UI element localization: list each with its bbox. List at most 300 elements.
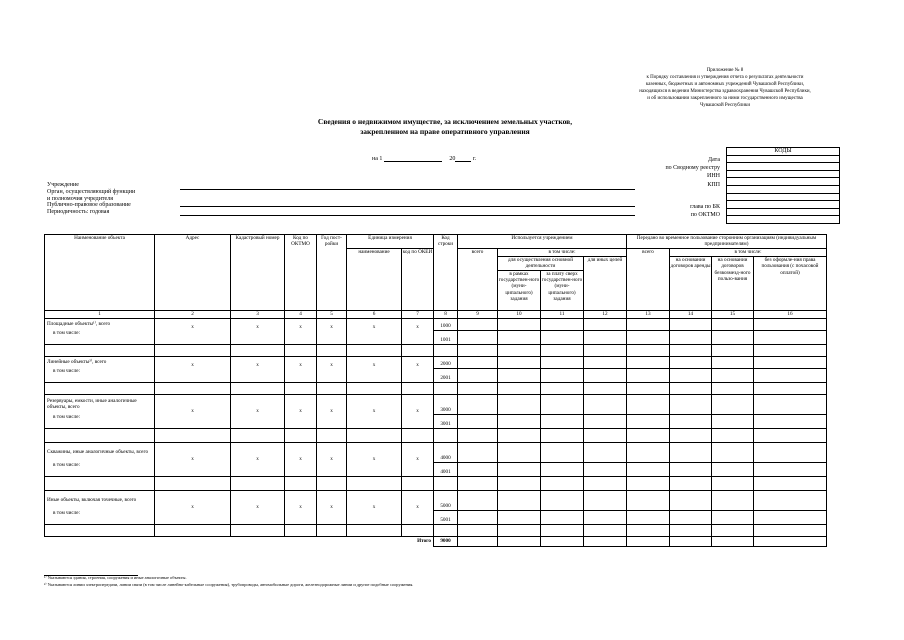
value-cell[interactable] [458, 524, 498, 536]
x-mark: x [317, 356, 347, 368]
value-cell[interactable] [584, 490, 627, 510]
value-cell[interactable] [627, 330, 670, 344]
value-cell[interactable] [670, 368, 712, 382]
value-cell[interactable] [498, 510, 541, 524]
blank-cell[interactable] [155, 344, 231, 356]
value-cell[interactable] [712, 330, 754, 344]
blank-cell[interactable] [347, 462, 402, 476]
value-cell[interactable] [584, 318, 627, 330]
incl-label: в том числе: [45, 414, 155, 428]
blank-cell[interactable] [155, 476, 231, 490]
header-unit-name: наименование [347, 248, 402, 310]
value-cell[interactable] [670, 356, 712, 368]
value-cell[interactable] [712, 344, 754, 356]
col-number: 8 [434, 310, 458, 318]
total-cell[interactable] [541, 536, 584, 546]
row-code: 2000 [434, 356, 458, 368]
header-rowcode: Код строки [434, 235, 458, 311]
value-cell[interactable] [712, 476, 754, 490]
year-field[interactable] [455, 161, 471, 162]
header-main-activity: для осуществления основной деятельности [498, 256, 584, 270]
blank-cell[interactable] [402, 368, 434, 382]
row-code: 3001 [434, 414, 458, 428]
blank-cell[interactable] [317, 462, 347, 476]
blank-cell[interactable] [402, 510, 434, 524]
table-row [45, 428, 827, 442]
value-cell[interactable] [584, 476, 627, 490]
col-number: 11 [541, 310, 584, 318]
institution-field[interactable] [180, 189, 635, 190]
value-cell[interactable] [627, 524, 670, 536]
x-mark: x [317, 318, 347, 330]
value-cell[interactable] [754, 462, 827, 476]
code-empty-cell[interactable] [727, 185, 840, 193]
value-cell[interactable] [541, 414, 584, 428]
codes-header: КОДЫ [727, 148, 840, 156]
value-cell[interactable] [754, 524, 827, 536]
value-cell[interactable] [754, 356, 827, 368]
value-cell[interactable] [498, 490, 541, 510]
blank-cell[interactable] [45, 382, 155, 394]
value-cell[interactable] [584, 442, 627, 462]
value-cell[interactable] [584, 330, 627, 344]
blank-cell[interactable] [231, 414, 285, 428]
x-mark: x [347, 394, 402, 414]
value-cell[interactable] [754, 368, 827, 382]
row-code: 4001 [434, 462, 458, 476]
value-cell[interactable] [541, 318, 584, 330]
value-cell[interactable] [712, 490, 754, 510]
value-cell[interactable] [541, 490, 584, 510]
header-used: Используется учреждением [458, 235, 627, 249]
col-number: 7 [402, 310, 434, 318]
x-mark: x [402, 442, 434, 462]
incl-label: в том числе: [45, 510, 155, 524]
value-cell[interactable] [754, 476, 827, 490]
blank-cell[interactable] [45, 476, 155, 490]
public-entity-field[interactable] [180, 215, 635, 216]
value-cell[interactable] [458, 330, 498, 344]
value-cell[interactable] [584, 344, 627, 356]
table-row [45, 490, 827, 510]
object-name: Площадные объекты¹⁾, всего [45, 318, 155, 330]
annex-line: к Порядку составления и утверждения отчета о результатах деятельности [646, 75, 804, 80]
header-used-total: всего [458, 248, 498, 310]
organ-field[interactable] [180, 206, 635, 207]
value-cell[interactable] [498, 428, 541, 442]
blank-cell[interactable] [347, 524, 402, 536]
col-number: 1 [45, 310, 155, 318]
value-cell[interactable] [627, 368, 670, 382]
value-cell[interactable] [754, 344, 827, 356]
label-institution: Учреждение [47, 182, 79, 188]
value-cell[interactable] [754, 510, 827, 524]
value-cell[interactable] [541, 394, 584, 414]
blank-cell[interactable] [317, 476, 347, 490]
blank-cell[interactable] [231, 330, 285, 344]
header-unit: Единица измерения [347, 235, 434, 249]
value-cell[interactable] [584, 414, 627, 428]
value-cell[interactable] [458, 368, 498, 382]
value-cell[interactable] [670, 318, 712, 330]
table-row [45, 414, 827, 428]
total-code: 9000 [434, 536, 458, 546]
blank-cell[interactable] [45, 524, 155, 536]
blank-cell[interactable] [347, 368, 402, 382]
blank-cell[interactable] [402, 524, 434, 536]
value-cell[interactable] [541, 510, 584, 524]
title-line-1: Сведения о недвижимом имуществе, за исключением земельных участков, [317, 117, 573, 126]
value-cell[interactable] [627, 428, 670, 442]
table-row [45, 462, 827, 476]
code-inn-cell[interactable] [727, 170, 840, 178]
blank-cell[interactable] [285, 524, 317, 536]
value-cell[interactable] [498, 368, 541, 382]
title-line-2: закрепленном на праве оперативного управления [360, 127, 530, 136]
value-cell[interactable] [584, 368, 627, 382]
blank-cell[interactable] [155, 330, 231, 344]
header-free-use: на основании договоров безвозмезд-ного пользо-вания [712, 256, 754, 310]
value-cell[interactable] [627, 344, 670, 356]
value-cell[interactable] [458, 510, 498, 524]
date-prefix: на 1 [372, 156, 383, 162]
blank-cell[interactable] [402, 414, 434, 428]
value-cell[interactable] [458, 462, 498, 476]
blank-cell[interactable] [155, 462, 231, 476]
value-cell[interactable] [627, 442, 670, 462]
value-cell[interactable] [498, 382, 541, 394]
value-cell[interactable] [670, 330, 712, 344]
x-mark: x [155, 318, 231, 330]
blank-cell[interactable] [347, 382, 402, 394]
col-number: 5 [317, 310, 347, 318]
col-number: 16 [754, 310, 827, 318]
total-cell[interactable] [584, 536, 627, 546]
value-cell[interactable] [627, 510, 670, 524]
code-date-cell[interactable] [727, 155, 840, 163]
annex-line: казенных, бюджетных и автономных учреждений Чувашской Республики, [645, 82, 805, 87]
value-cell[interactable] [712, 524, 754, 536]
value-cell[interactable] [754, 330, 827, 344]
year-suffix: г. [472, 156, 477, 162]
header-transfer: Передано во временное пользование сторонним организациям (индивидуальным предпринимателям) [627, 235, 827, 249]
col-number: 4 [285, 310, 317, 318]
blank-cell[interactable] [402, 428, 434, 442]
blank-cell[interactable] [402, 382, 434, 394]
value-cell[interactable] [541, 356, 584, 368]
value-cell[interactable] [541, 428, 584, 442]
value-cell[interactable] [627, 356, 670, 368]
blank-cell[interactable] [347, 344, 402, 356]
value-cell[interactable] [670, 462, 712, 476]
blank-cell[interactable] [231, 524, 285, 536]
x-mark: x [285, 442, 317, 462]
value-cell[interactable] [670, 524, 712, 536]
value-cell[interactable] [627, 382, 670, 394]
value-cell[interactable] [712, 428, 754, 442]
blank-cell[interactable] [317, 382, 347, 394]
x-mark: x [402, 490, 434, 510]
blank-cell[interactable] [317, 368, 347, 382]
value-cell[interactable] [498, 356, 541, 368]
property-table [44, 234, 827, 547]
value-cell[interactable] [541, 330, 584, 344]
blank-cell[interactable] [317, 428, 347, 442]
value-cell[interactable] [541, 462, 584, 476]
blank-cell[interactable] [285, 344, 317, 356]
object-name: Иные объекты, включая точечные, всего [45, 490, 155, 510]
header-lease: на основании договоров аренды [670, 256, 712, 310]
blank-cell[interactable] [285, 510, 317, 524]
blank-cell[interactable] [285, 330, 317, 344]
value-cell[interactable] [458, 394, 498, 414]
blank-cell[interactable] [155, 382, 231, 394]
institution-labels [47, 182, 135, 216]
value-cell[interactable] [712, 414, 754, 428]
value-cell[interactable] [541, 382, 584, 394]
annex-line: находящихся в ведении Министерства здравоохранения Чувашской Республики, [639, 89, 811, 94]
value-cell[interactable] [498, 414, 541, 428]
value-cell[interactable] [498, 318, 541, 330]
row-code: 1000 [434, 318, 458, 330]
x-mark: x [231, 394, 285, 414]
row-code: 5000 [434, 490, 458, 510]
row-code-empty[interactable] [434, 428, 458, 442]
value-cell[interactable] [712, 318, 754, 330]
blank-cell[interactable] [347, 428, 402, 442]
table-row [45, 368, 827, 382]
value-cell[interactable] [498, 344, 541, 356]
value-cell[interactable] [670, 414, 712, 428]
value-cell[interactable] [670, 490, 712, 510]
blank-cell[interactable] [285, 476, 317, 490]
row-code-empty[interactable] [434, 476, 458, 490]
value-cell[interactable] [541, 476, 584, 490]
blank-cell[interactable] [155, 414, 231, 428]
value-cell[interactable] [458, 476, 498, 490]
blank-cell[interactable] [231, 368, 285, 382]
value-cell[interactable] [498, 524, 541, 536]
value-cell[interactable] [627, 476, 670, 490]
blank-cell[interactable] [155, 510, 231, 524]
total-cell[interactable] [712, 536, 754, 546]
value-cell[interactable] [584, 394, 627, 414]
code-registry-cell[interactable] [727, 163, 840, 171]
label-glava: глава по БК [690, 204, 720, 210]
blank-cell[interactable] [231, 428, 285, 442]
x-mark: x [155, 490, 231, 510]
value-cell[interactable] [584, 524, 627, 536]
blank-cell[interactable] [285, 462, 317, 476]
value-cell[interactable] [670, 428, 712, 442]
value-cell[interactable] [670, 382, 712, 394]
incl-label: в том числе: [45, 330, 155, 344]
value-cell[interactable] [541, 344, 584, 356]
value-cell[interactable] [712, 442, 754, 462]
col-number: 13 [627, 310, 670, 318]
value-cell[interactable] [584, 510, 627, 524]
x-mark: x [231, 490, 285, 510]
value-cell[interactable] [541, 442, 584, 462]
blank-cell[interactable] [317, 344, 347, 356]
x-mark: x [317, 442, 347, 462]
code-glava-cell[interactable] [727, 201, 840, 209]
x-mark: x [285, 490, 317, 510]
value-cell[interactable] [754, 414, 827, 428]
total-cell[interactable] [458, 536, 498, 546]
label-kpp: КПП [707, 181, 720, 188]
value-cell[interactable] [458, 382, 498, 394]
value-cell[interactable] [458, 344, 498, 356]
total-cell[interactable] [498, 536, 541, 546]
blank-cell[interactable] [402, 462, 434, 476]
value-cell[interactable] [627, 318, 670, 330]
x-mark: x [155, 356, 231, 368]
value-cell[interactable] [670, 510, 712, 524]
col-number: 6 [347, 310, 402, 318]
blank-cell[interactable] [285, 428, 317, 442]
label-date: Дата [708, 157, 720, 163]
blank-cell[interactable] [347, 414, 402, 428]
value-cell[interactable] [627, 394, 670, 414]
label-organ-2: и полномочия учредителя [47, 195, 113, 202]
blank-cell[interactable] [317, 510, 347, 524]
label-registry: по Сводному реестру [665, 165, 720, 172]
blank-cell[interactable] [45, 344, 155, 356]
blank-cell[interactable] [347, 330, 402, 344]
value-cell[interactable] [754, 428, 827, 442]
row-code: 4000 [434, 442, 458, 462]
value-cell[interactable] [584, 462, 627, 476]
value-cell[interactable] [458, 490, 498, 510]
blank-cell[interactable] [155, 524, 231, 536]
table-row [45, 394, 827, 414]
blank-cell[interactable] [45, 428, 155, 442]
blank-cell[interactable] [285, 414, 317, 428]
header-unit-okei: код по ОКЕИ [402, 248, 434, 310]
total-cell[interactable] [670, 536, 712, 546]
blank-cell[interactable] [231, 382, 285, 394]
code-oktmo-cell[interactable] [727, 208, 840, 216]
value-cell[interactable] [458, 442, 498, 462]
value-cell[interactable] [458, 356, 498, 368]
document-title [280, 117, 610, 137]
value-cell[interactable] [712, 462, 754, 476]
value-cell[interactable] [584, 428, 627, 442]
blank-cell[interactable] [231, 510, 285, 524]
blank-cell[interactable] [285, 382, 317, 394]
value-cell[interactable] [627, 414, 670, 428]
blank-cell[interactable] [231, 462, 285, 476]
value-cell[interactable] [670, 442, 712, 462]
x-mark: x [317, 394, 347, 414]
table-row [45, 382, 827, 394]
value-cell[interactable] [712, 382, 754, 394]
code-kpp-cell[interactable] [727, 178, 840, 186]
blank-cell[interactable] [402, 344, 434, 356]
x-mark: x [402, 356, 434, 368]
row-code-empty[interactable] [434, 344, 458, 356]
x-mark: x [347, 356, 402, 368]
blank-cell[interactable] [285, 368, 317, 382]
blank-cell[interactable] [317, 414, 347, 428]
col-number: 12 [584, 310, 627, 318]
col-number: 3 [231, 310, 285, 318]
blank-cell[interactable] [347, 510, 402, 524]
label-periodicity: Периодичность: годовая [47, 209, 110, 216]
value-cell[interactable] [541, 524, 584, 536]
value-cell[interactable] [627, 490, 670, 510]
blank-cell[interactable] [317, 524, 347, 536]
object-name: Скважины, иные аналогичные объекты, всего [45, 442, 155, 462]
total-cell[interactable] [754, 536, 827, 546]
value-cell[interactable] [584, 356, 627, 368]
code-empty-cell[interactable] [727, 216, 840, 224]
row-code-empty[interactable] [434, 382, 458, 394]
value-cell[interactable] [712, 356, 754, 368]
total-cell[interactable] [627, 536, 670, 546]
blank-cell[interactable] [402, 476, 434, 490]
value-cell[interactable] [670, 394, 712, 414]
blank-cell[interactable] [231, 476, 285, 490]
value-cell[interactable] [498, 394, 541, 414]
row-code: 1001 [434, 330, 458, 344]
codes-labels [656, 156, 720, 189]
annex-block [600, 67, 850, 109]
value-cell[interactable] [498, 442, 541, 462]
code-empty-cell[interactable] [727, 193, 840, 201]
value-cell[interactable] [498, 462, 541, 476]
value-cell[interactable] [458, 318, 498, 330]
date-field[interactable] [384, 161, 442, 162]
value-cell[interactable] [754, 442, 827, 462]
col-number: 14 [670, 310, 712, 318]
value-cell[interactable] [498, 476, 541, 490]
header-year: Год пост-ройки [317, 235, 347, 311]
value-cell[interactable] [670, 476, 712, 490]
value-cell[interactable] [458, 414, 498, 428]
value-cell[interactable] [754, 490, 827, 510]
value-cell[interactable] [712, 368, 754, 382]
x-mark: x [155, 394, 231, 414]
header-over-task: за плату сверх государствен-ного (муни-ципального) задания [541, 270, 584, 310]
value-cell[interactable] [541, 368, 584, 382]
table-row [45, 510, 827, 524]
value-cell[interactable] [754, 394, 827, 414]
value-cell[interactable] [712, 510, 754, 524]
header-no-form: без оформле-ния права пользования (с почасовой оплатой) [754, 256, 827, 310]
value-cell[interactable] [627, 462, 670, 476]
value-cell[interactable] [712, 394, 754, 414]
blank-cell[interactable] [402, 330, 434, 344]
blank-cell[interactable] [155, 428, 231, 442]
report-date [372, 156, 476, 162]
table-row [45, 476, 827, 490]
blank-cell[interactable] [231, 344, 285, 356]
value-cell[interactable] [584, 382, 627, 394]
blank-cell[interactable] [347, 476, 402, 490]
blank-cell[interactable] [155, 368, 231, 382]
header-transfer-total: всего [627, 248, 670, 310]
value-cell[interactable] [754, 382, 827, 394]
value-cell[interactable] [498, 330, 541, 344]
value-cell[interactable] [458, 428, 498, 442]
value-cell[interactable] [670, 344, 712, 356]
table-row [45, 356, 827, 368]
row-code-empty[interactable] [434, 524, 458, 536]
blank-cell[interactable] [317, 330, 347, 344]
value-cell[interactable] [754, 318, 827, 330]
